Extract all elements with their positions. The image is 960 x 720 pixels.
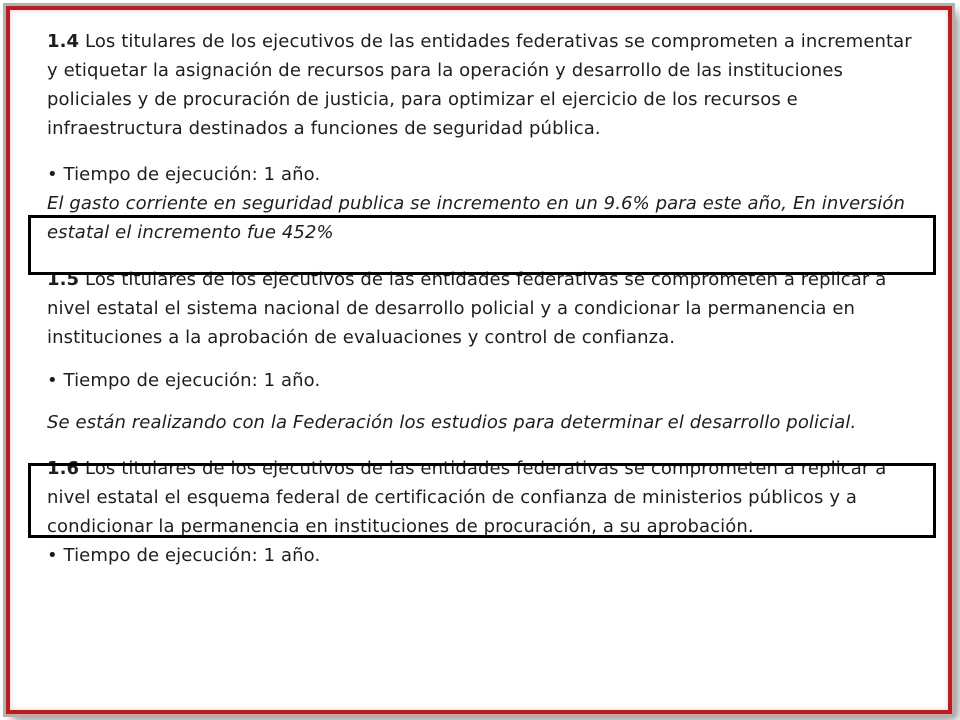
item-text: Los titulares de los ejecutivos de las entidades federativas se comprometen a incrementar y etiquetar la asignación de recursos para la operación y desarrollo de las instituciones policiales y de procuración de justicia, para optimizar el ejercicio de los recursos e infraestructura destinados a funciones de seguridad pública. [47,31,912,139]
highlight-box-2 [28,463,936,538]
item-1-5-paragraph [47,265,927,352]
highlight-box-1 [28,215,936,275]
item-1-4-paragraph [47,27,927,143]
item-1-5-time: • Tiempo de ejecución: 1 año. [47,370,321,391]
item-1-5-note: Se están realizando con la Federación los estudios para determinar el desarrollo policial. [47,412,857,433]
item-1-4-note: El gasto corriente en seguridad publica se incremento en un 9.6% para este año, En inversión estatal el incremento fue 452% [47,193,905,243]
item-number: 1.4 [47,31,80,52]
item-text: Los titulares de los ejecutivos de las entidades federativas se comprometen a replicar a nivel estatal el esquema federal de certificación de confianza de ministerios públicos y a condicionar la permanencia en instituciones de procuración, a su aprobación. [47,458,887,537]
item-number: 1.6 [47,458,80,479]
item-text: Los titulares de los ejecutivos de las entidades federativas se comprometen a replicar a nivel estatal el sistema nacional de desarrollo policial y a condicionar la permanencia en instituciones a la aprobación de evaluaciones y control de confianza. [47,269,887,348]
item-number: 1.5 [47,269,80,290]
item-1-4-time: • Tiempo de ejecución: 1 año. [47,164,321,185]
item-1-6-time: • Tiempo de ejecución: 1 año. [47,545,321,566]
